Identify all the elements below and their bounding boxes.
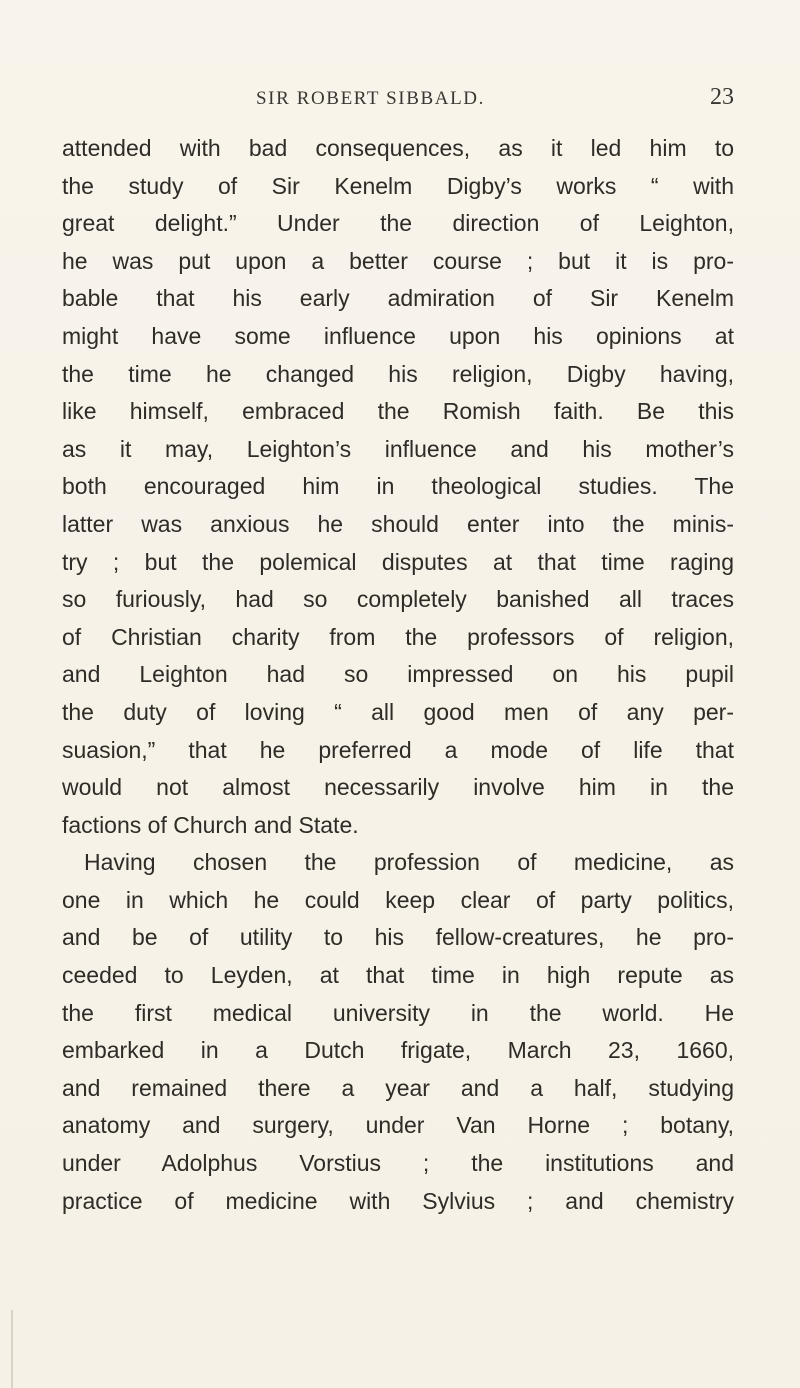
text-line: under Adolphus Vorstius ; the institutions and: [62, 1150, 734, 1177]
text-line: he was put upon a better course ; but it is pro-: [62, 247, 734, 274]
text-line: embarked in a Dutch frigate, March 23, 1660,: [62, 1037, 734, 1064]
text-line: attended with bad consequences, as it led him to: [62, 135, 734, 161]
text-line: and be of utility to his fellow-creatures, he pro-: [62, 924, 734, 951]
text-line: of Christian charity from the professors of religion,: [62, 623, 734, 650]
text-line: the duty of loving “ all good men of any per-: [62, 698, 734, 725]
text-line: the study of Sir Kenelm Digby’s works “ with: [62, 172, 734, 199]
text-line: great delight.” Under the direction of Leighton,: [62, 210, 734, 237]
text-line: the time he changed his religion, Digby having,: [62, 360, 734, 387]
page-number: 23: [710, 84, 734, 110]
text-line: suasion,” that he preferred a mode of life that: [62, 736, 734, 763]
text-line: as it may, Leighton’s influence and his mother’s: [62, 435, 734, 462]
text-line: and remained there a year and a half, studying: [62, 1074, 734, 1101]
page-edge-shadow: [11, 1310, 13, 1388]
text-line: like himself, embraced the Romish faith. Be this: [62, 398, 734, 425]
text-line: one in which he could keep clear of party politics,: [62, 886, 734, 913]
body-text: [62, 130, 734, 1220]
text-line: anatomy and surgery, under Van Horne ; botany,: [62, 1112, 734, 1139]
text-line: so furiously, had so completely banished all traces: [62, 586, 734, 613]
text-line: both encouraged him in theological studies. The: [62, 473, 734, 500]
text-line: ceeded to Leyden, at that time in high repute as: [62, 962, 734, 989]
text-line: and Leighton had so impressed on his pupil: [62, 661, 734, 688]
running-head: SIR ROBERT SIBBALD.: [256, 88, 485, 109]
text-line: latter was anxious he should enter into the minis-: [62, 510, 734, 537]
paragraph-end-line: factions of Church and State.: [62, 811, 359, 838]
text-line: the first medical university in the world. He: [62, 999, 734, 1026]
text-line: might have some influence upon his opinions at: [62, 322, 734, 349]
paragraph-start-line: Having chosen the profession of medicine, as: [84, 849, 734, 876]
text-line: try ; but the polemical disputes at that time raging: [62, 548, 734, 575]
text-line: practice of medicine with Sylvius ; and chemistry: [62, 1187, 734, 1214]
text-line: would not almost necessarily involve him in the: [62, 774, 734, 801]
text-line: bable that his early admiration of Sir Kenelm: [62, 285, 734, 312]
